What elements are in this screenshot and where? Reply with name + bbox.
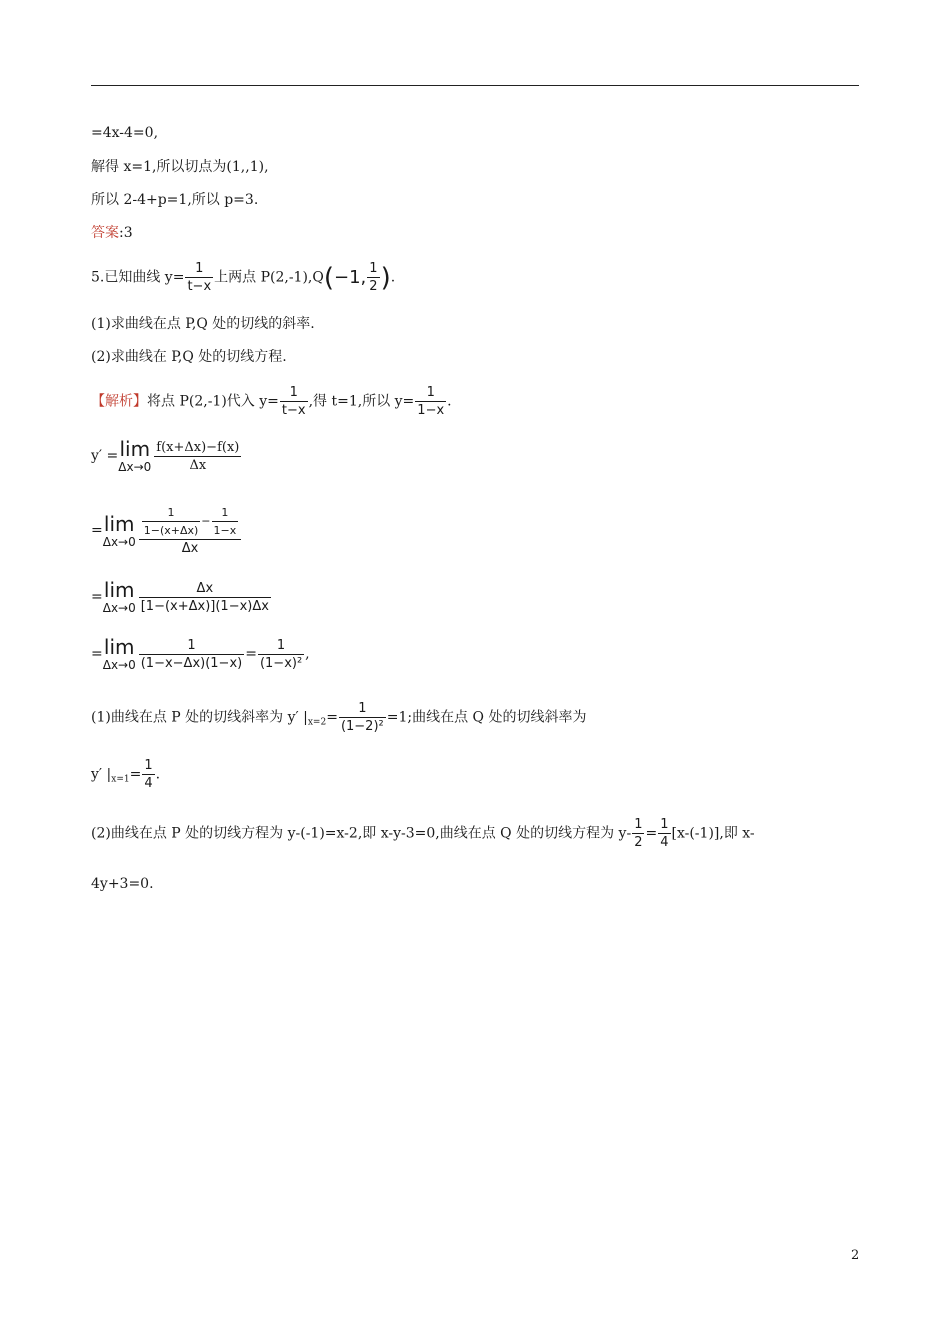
answer-value: :3 [119, 225, 133, 241]
text-line-1: =4x-4=0, [91, 125, 159, 141]
text-line-2: 解得 x=1,所以切点为(1,,1), [91, 159, 269, 175]
fraction-step-3: $\frac{\Delta x}{[1-(x+\Delta x)](1-x)\Delta x}$ [140, 580, 269, 614]
derivative-result: $\frac{1}{\text{(1−x)²}}$ [259, 637, 303, 671]
question-5: 5.已知曲线 y= $\frac{1}{t-x}$ 上两点 P(2,-1),Q(−1, $\frac{1}{2}$ ). [91, 261, 396, 294]
derivation-step-2: = lim Δx→0 $\frac{1}{1-(x+\Delta x)}$ − $\frac{1}{1-x}$ Δx [91, 504, 242, 557]
fraction-step-4: $\frac{1}{(1-x-\Delta x)(1-x)}$ [140, 637, 243, 671]
half-fraction: $\frac{1}{2}$ [634, 817, 643, 850]
solution-intro: 【解析】将点 P(2,-1)代入 y= $\frac{1}{t-x}$ ,得 t=1,所以 y= $\frac{1}{1-x}$ . [91, 385, 452, 418]
limit-symbol: lim Δx→0 [102, 635, 136, 672]
difference-quotient: $\frac{f(x+\Delta x)-f(x)}{\Delta x}$ [156, 439, 240, 473]
question-5-part-2: (2)求曲线在 P,Q 处的切线方程. [91, 349, 287, 365]
answer-label: 答案 [91, 225, 119, 241]
point-q: (−1, $\frac{1}{2}$ ) [323, 261, 391, 294]
limit-symbol: lim Δx→0 [118, 437, 152, 474]
derivation-step-3: = lim Δx→0 $\frac{\Delta x}{[1-(x+\Delta x)](1-x)\Delta x}$ [91, 578, 269, 615]
slope-q-fraction: $\frac{1}{4}$ [144, 758, 153, 791]
result-slope-p: (1)曲线在点 P 处的切线斜率为 y′ $|_{x=2}=$ $\frac{1}{\text{(1−2)²}}$ =1;曲线在点 Q 处的切线斜率为 [91, 701, 587, 734]
limit-symbol: lim Δx→0 [102, 511, 136, 549]
answer-line [91, 223, 133, 243]
result-slope-q: y′ $|_{x=1}=$ $\frac{1}{4}$ . [91, 758, 161, 791]
slope-p-fraction: $\frac{1}{\text{(1−2)²}}$ [340, 701, 384, 734]
q5-text-b: 上两点 P(2,-1),Q [214, 269, 324, 286]
derivation-step-4: = lim Δx→0 $\frac{1}{(1-x-\Delta x)(1-x)}$ = $\frac{1}{\text{(1−x)²}}$ , [91, 635, 310, 672]
quarter-fraction: $\frac{1}{4}$ [660, 817, 669, 850]
solution-label: 【解析】 [91, 393, 147, 410]
curve-fraction: $\frac{1}{t-x}$ [187, 261, 212, 294]
page-number: 2 [851, 1248, 860, 1263]
q5-text-a: 5.已知曲线 y= [91, 269, 185, 286]
question-5-part-1: (1)求曲线在点 P,Q 处的切线的斜率. [91, 316, 315, 332]
text-line-3: 所以 2-4+p=1,所以 p=3. [91, 192, 259, 208]
compound-fraction: $\frac{1}{1-(x+\Delta x)}$ − $\frac{1}{1-x}$ Δx [139, 504, 242, 557]
header-rule [91, 85, 859, 86]
sol-fraction-2: $\frac{1}{1-x}$ [417, 385, 445, 418]
q-fraction: $\frac{1}{2}$ [369, 261, 378, 294]
result-tangent-lines: (2)曲线在点 P 处的切线方程为 y-(-1)=x-2,即 x-y-3=0,曲线在点 Q 处的切线方程为 y- $\frac{1}{2}$ = $\frac{1}{4}$ [x-(-1)],即 x- [91, 817, 755, 850]
result-tangent-end: 4y+3=0. [91, 876, 154, 892]
limit-symbol: lim Δx→0 [102, 578, 136, 615]
derivation-step-1: y′ = lim Δx→0 $\frac{f(x+\Delta x)-f(x)}{\Delta x}$ [91, 437, 240, 474]
sol-fraction-1: $\frac{1}{t-x}$ [281, 385, 306, 418]
